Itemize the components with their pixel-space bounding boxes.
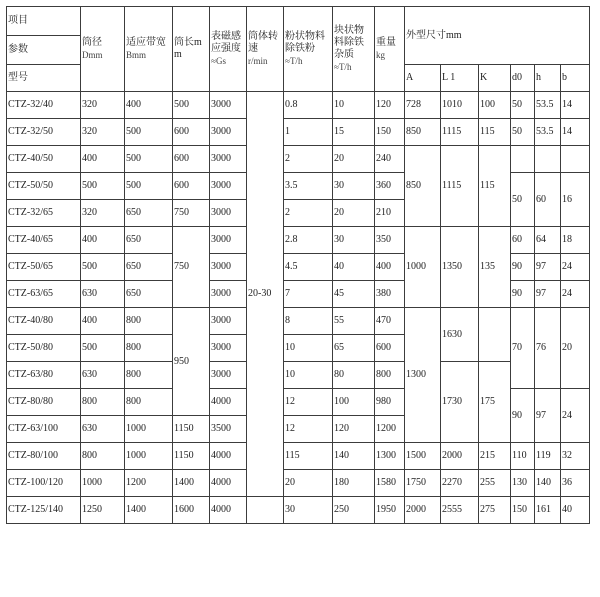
table-row xyxy=(7,146,590,173)
cell-powder: 8 xyxy=(284,308,333,335)
cell-weight: 470 xyxy=(375,308,405,335)
cell-h: 97 xyxy=(535,281,561,308)
cell-field: 3000 xyxy=(210,308,247,335)
cell-weight: 360 xyxy=(375,173,405,200)
lump-removal-label: 块状物料除铁杂质 xyxy=(334,25,364,60)
cell-h-merged: 76 xyxy=(535,308,561,389)
cell-a: 1750 xyxy=(405,470,441,497)
cell-weight: 800 xyxy=(375,362,405,389)
header-dimensions: 外型尺寸mm xyxy=(405,7,590,65)
cell-d0-merged: 90 xyxy=(511,389,535,443)
cell-powder: 115 xyxy=(284,443,333,470)
cell-lump: 15 xyxy=(333,119,375,146)
drum-length-label: 筒长mm xyxy=(174,37,202,60)
cell-weight: 210 xyxy=(375,200,405,227)
cell-diameter: 320 xyxy=(81,92,125,119)
cell-l1: 2270 xyxy=(441,470,479,497)
table-row xyxy=(7,443,590,470)
cell-b: 32 xyxy=(561,443,590,470)
cell-b: 14 xyxy=(561,119,590,146)
cell-field: 3000 xyxy=(210,335,247,362)
cell-weight: 1950 xyxy=(375,497,405,524)
cell-model: CTZ-80/80 xyxy=(7,389,81,416)
cell-k-merged: 175 xyxy=(479,362,511,443)
cell-model: CTZ-50/50 xyxy=(7,173,81,200)
cell-powder: 4.5 xyxy=(284,254,333,281)
cell-belt-width: 500 xyxy=(125,146,173,173)
cell-diameter: 400 xyxy=(81,227,125,254)
cell-weight: 120 xyxy=(375,92,405,119)
cell-powder: 1 xyxy=(284,119,333,146)
powder-removal-unit: ≈T/h xyxy=(285,56,303,66)
cell-b: 24 xyxy=(561,281,590,308)
cell-diameter: 630 xyxy=(81,281,125,308)
drum-speed-unit: r/min xyxy=(248,56,268,66)
cell-model: CTZ-32/50 xyxy=(7,119,81,146)
cell-l1-merged: 1115 xyxy=(441,146,479,227)
cell-model: CTZ-80/100 xyxy=(7,443,81,470)
cell-k-blank xyxy=(479,308,511,362)
cell-weight: 600 xyxy=(375,335,405,362)
cell-diameter: 630 xyxy=(81,416,125,443)
cell-field: 4000 xyxy=(210,443,247,470)
cell-field: 3000 xyxy=(210,200,247,227)
cell-powder: 10 xyxy=(284,335,333,362)
cell-b: 14 xyxy=(561,92,590,119)
table-row xyxy=(7,92,590,119)
cell-l1: 2555 xyxy=(441,497,479,524)
belt-width-label: 适应带宽 xyxy=(126,37,166,48)
cell-h-merged: 60 xyxy=(535,173,561,227)
cell-speed xyxy=(247,497,284,524)
cell-powder: 12 xyxy=(284,389,333,416)
table-row xyxy=(7,308,590,335)
header-dim-d0: d0 xyxy=(511,65,535,92)
cell-belt-width: 650 xyxy=(125,254,173,281)
belt-width-unit: Bmm xyxy=(126,50,147,60)
cell-lump: 65 xyxy=(333,335,375,362)
cell-lump: 250 xyxy=(333,497,375,524)
cell-l1-merged: 1350 xyxy=(441,227,479,308)
cell-field: 3000 xyxy=(210,281,247,308)
cell-length-merged: 750 xyxy=(173,227,210,308)
cell-a: 728 xyxy=(405,92,441,119)
header-drum-length xyxy=(173,7,210,92)
cell-a: 850 xyxy=(405,119,441,146)
cell-a-merged: 1000 xyxy=(405,227,441,308)
cell-diameter: 400 xyxy=(81,146,125,173)
cell-length-merged: 950 xyxy=(173,308,210,416)
cell-d0: 90 xyxy=(511,254,535,281)
cell-belt-width: 800 xyxy=(125,335,173,362)
cell-k-merged: 115 xyxy=(479,146,511,227)
table-row xyxy=(7,362,590,389)
cell-length: 1150 xyxy=(173,443,210,470)
cell-d0-merged: 50 xyxy=(511,173,535,227)
cell-k: 115 xyxy=(479,119,511,146)
header-dim-k: K xyxy=(479,65,511,92)
cell-diameter: 400 xyxy=(81,308,125,335)
cell-b-merged: 24 xyxy=(561,389,590,443)
cell-h: 161 xyxy=(535,497,561,524)
cell-lump: 140 xyxy=(333,443,375,470)
cell-length: 1600 xyxy=(173,497,210,524)
cell-l1: 1115 xyxy=(441,119,479,146)
cell-length: 750 xyxy=(173,200,210,227)
cell-field: 4000 xyxy=(210,470,247,497)
cell-weight: 1200 xyxy=(375,416,405,443)
cell-powder: 2 xyxy=(284,200,333,227)
cell-diameter: 1000 xyxy=(81,470,125,497)
cell-lump: 80 xyxy=(333,362,375,389)
lump-removal-unit: ≈T/h xyxy=(334,62,352,72)
cell-length: 600 xyxy=(173,173,210,200)
cell-d0: 50 xyxy=(511,92,535,119)
header-weight xyxy=(375,7,405,92)
cell-b: 40 xyxy=(561,497,590,524)
cell-lump: 20 xyxy=(333,200,375,227)
cell-model: CTZ-40/50 xyxy=(7,146,81,173)
cell-field: 4000 xyxy=(210,497,247,524)
table-row xyxy=(7,470,590,497)
cell-weight: 150 xyxy=(375,119,405,146)
cell-belt-width: 800 xyxy=(125,362,173,389)
header-field-strength xyxy=(210,7,247,92)
header-drum-diameter xyxy=(81,7,125,92)
ctz-spec-table xyxy=(6,6,590,524)
cell-field: 3000 xyxy=(210,119,247,146)
cell-belt-width: 650 xyxy=(125,281,173,308)
cell-d0: 90 xyxy=(511,281,535,308)
cell-diameter: 630 xyxy=(81,362,125,389)
cell-b xyxy=(561,146,590,173)
cell-lump: 10 xyxy=(333,92,375,119)
cell-h: 64 xyxy=(535,227,561,254)
cell-lump: 30 xyxy=(333,173,375,200)
table-row xyxy=(7,227,590,254)
cell-h: 53.5 xyxy=(535,119,561,146)
cell-diameter: 1250 xyxy=(81,497,125,524)
cell-lump: 100 xyxy=(333,389,375,416)
cell-b-merged: 20 xyxy=(561,308,590,389)
header-dim-h: h xyxy=(535,65,561,92)
cell-belt-width: 650 xyxy=(125,200,173,227)
cell-belt-width: 500 xyxy=(125,119,173,146)
cell-d0: 110 xyxy=(511,443,535,470)
cell-speed-merged: 20-30 xyxy=(247,92,284,497)
cell-b: 24 xyxy=(561,254,590,281)
cell-diameter: 500 xyxy=(81,173,125,200)
cell-weight: 240 xyxy=(375,146,405,173)
cell-belt-width: 800 xyxy=(125,389,173,416)
cell-b: 36 xyxy=(561,470,590,497)
cell-field: 3000 xyxy=(210,92,247,119)
cell-length: 1150 xyxy=(173,416,210,443)
cell-field: 3000 xyxy=(210,362,247,389)
cell-a: 2000 xyxy=(405,497,441,524)
cell-diameter: 500 xyxy=(81,335,125,362)
cell-belt-width: 400 xyxy=(125,92,173,119)
cell-field: 3000 xyxy=(210,173,247,200)
cell-powder: 3.5 xyxy=(284,173,333,200)
table-row xyxy=(7,497,590,524)
cell-model: CTZ-63/80 xyxy=(7,362,81,389)
cell-model: CTZ-32/40 xyxy=(7,92,81,119)
field-strength-label: 表磁感应强度 xyxy=(211,31,241,54)
cell-diameter: 320 xyxy=(81,119,125,146)
cell-d0: 60 xyxy=(511,227,535,254)
cell-h: 97 xyxy=(535,254,561,281)
cell-lump: 30 xyxy=(333,227,375,254)
cell-k: 275 xyxy=(479,497,511,524)
header-params: 参数 xyxy=(7,36,81,65)
cell-l1: 2000 xyxy=(441,443,479,470)
cell-h xyxy=(535,146,561,173)
cell-d0: 130 xyxy=(511,470,535,497)
cell-powder: 2.8 xyxy=(284,227,333,254)
header-drum-speed xyxy=(247,7,284,92)
cell-diameter: 320 xyxy=(81,200,125,227)
cell-field: 3500 xyxy=(210,416,247,443)
cell-d0-merged: 70 xyxy=(511,308,535,389)
cell-h: 119 xyxy=(535,443,561,470)
cell-length: 1400 xyxy=(173,470,210,497)
cell-model: CTZ-50/80 xyxy=(7,335,81,362)
cell-lump: 55 xyxy=(333,308,375,335)
cell-field: 4000 xyxy=(210,389,247,416)
cell-d0 xyxy=(511,146,535,173)
cell-model: CTZ-40/80 xyxy=(7,308,81,335)
cell-lump: 40 xyxy=(333,254,375,281)
cell-l1-merged: 1630 xyxy=(441,308,479,362)
field-strength-unit: ≈Gs xyxy=(211,56,226,66)
cell-length: 500 xyxy=(173,92,210,119)
cell-k-merged: 135 xyxy=(479,227,511,308)
cell-weight: 350 xyxy=(375,227,405,254)
drum-diameter-unit: Dmm xyxy=(82,50,103,60)
cell-length: 600 xyxy=(173,119,210,146)
cell-k: 100 xyxy=(479,92,511,119)
header-dim-l1: L 1 xyxy=(441,65,479,92)
header-dim-b: b xyxy=(561,65,590,92)
cell-d0: 150 xyxy=(511,497,535,524)
cell-model: CTZ-63/100 xyxy=(7,416,81,443)
header-project: 项目 xyxy=(7,7,81,36)
cell-a-merged: 850 xyxy=(405,146,441,227)
cell-diameter: 800 xyxy=(81,389,125,416)
cell-powder: 7 xyxy=(284,281,333,308)
weight-unit: kg xyxy=(376,50,385,60)
cell-l1: 1010 xyxy=(441,92,479,119)
cell-lump: 120 xyxy=(333,416,375,443)
cell-model: CTZ-40/65 xyxy=(7,227,81,254)
cell-model: CTZ-63/65 xyxy=(7,281,81,308)
cell-model: CTZ-125/140 xyxy=(7,497,81,524)
header-dim-a: A xyxy=(405,65,441,92)
cell-belt-width: 500 xyxy=(125,173,173,200)
drum-speed-label: 筒体转速 xyxy=(248,31,278,54)
cell-d0: 50 xyxy=(511,119,535,146)
cell-field: 3000 xyxy=(210,254,247,281)
cell-powder: 30 xyxy=(284,497,333,524)
header-belt-width xyxy=(125,7,173,92)
cell-weight: 400 xyxy=(375,254,405,281)
cell-k: 215 xyxy=(479,443,511,470)
cell-model: CTZ-100/120 xyxy=(7,470,81,497)
cell-field: 3000 xyxy=(210,146,247,173)
cell-weight: 380 xyxy=(375,281,405,308)
cell-k: 255 xyxy=(479,470,511,497)
cell-b-merged: 16 xyxy=(561,173,590,227)
cell-powder: 2 xyxy=(284,146,333,173)
weight-label: 重量 xyxy=(376,37,396,48)
cell-belt-width: 800 xyxy=(125,308,173,335)
cell-powder: 20 xyxy=(284,470,333,497)
cell-weight: 1580 xyxy=(375,470,405,497)
cell-lump: 20 xyxy=(333,146,375,173)
cell-lump: 180 xyxy=(333,470,375,497)
cell-length: 600 xyxy=(173,146,210,173)
cell-h: 140 xyxy=(535,470,561,497)
cell-model: CTZ-32/65 xyxy=(7,200,81,227)
cell-a-merged: 1300 xyxy=(405,308,441,443)
cell-diameter: 800 xyxy=(81,443,125,470)
cell-powder: 0.8 xyxy=(284,92,333,119)
cell-field: 3000 xyxy=(210,227,247,254)
cell-belt-width: 650 xyxy=(125,227,173,254)
header-model: 型号 xyxy=(7,65,81,92)
cell-weight: 1300 xyxy=(375,443,405,470)
cell-h-merged: 97 xyxy=(535,389,561,443)
cell-diameter: 500 xyxy=(81,254,125,281)
cell-l1-merged: 1730 xyxy=(441,362,479,443)
drum-diameter-label: 筒径 xyxy=(82,37,102,48)
header-lump-removal xyxy=(333,7,375,92)
cell-model: CTZ-50/65 xyxy=(7,254,81,281)
cell-belt-width: 1400 xyxy=(125,497,173,524)
cell-b: 18 xyxy=(561,227,590,254)
cell-belt-width: 1000 xyxy=(125,443,173,470)
cell-belt-width: 1200 xyxy=(125,470,173,497)
header-powder-removal xyxy=(284,7,333,92)
cell-belt-width: 1000 xyxy=(125,416,173,443)
cell-powder: 10 xyxy=(284,362,333,389)
table-row xyxy=(7,119,590,146)
cell-weight: 980 xyxy=(375,389,405,416)
cell-powder: 12 xyxy=(284,416,333,443)
cell-lump: 45 xyxy=(333,281,375,308)
cell-h: 53.5 xyxy=(535,92,561,119)
cell-a: 1500 xyxy=(405,443,441,470)
powder-removal-label: 粉状物料除铁粉 xyxy=(285,31,325,54)
